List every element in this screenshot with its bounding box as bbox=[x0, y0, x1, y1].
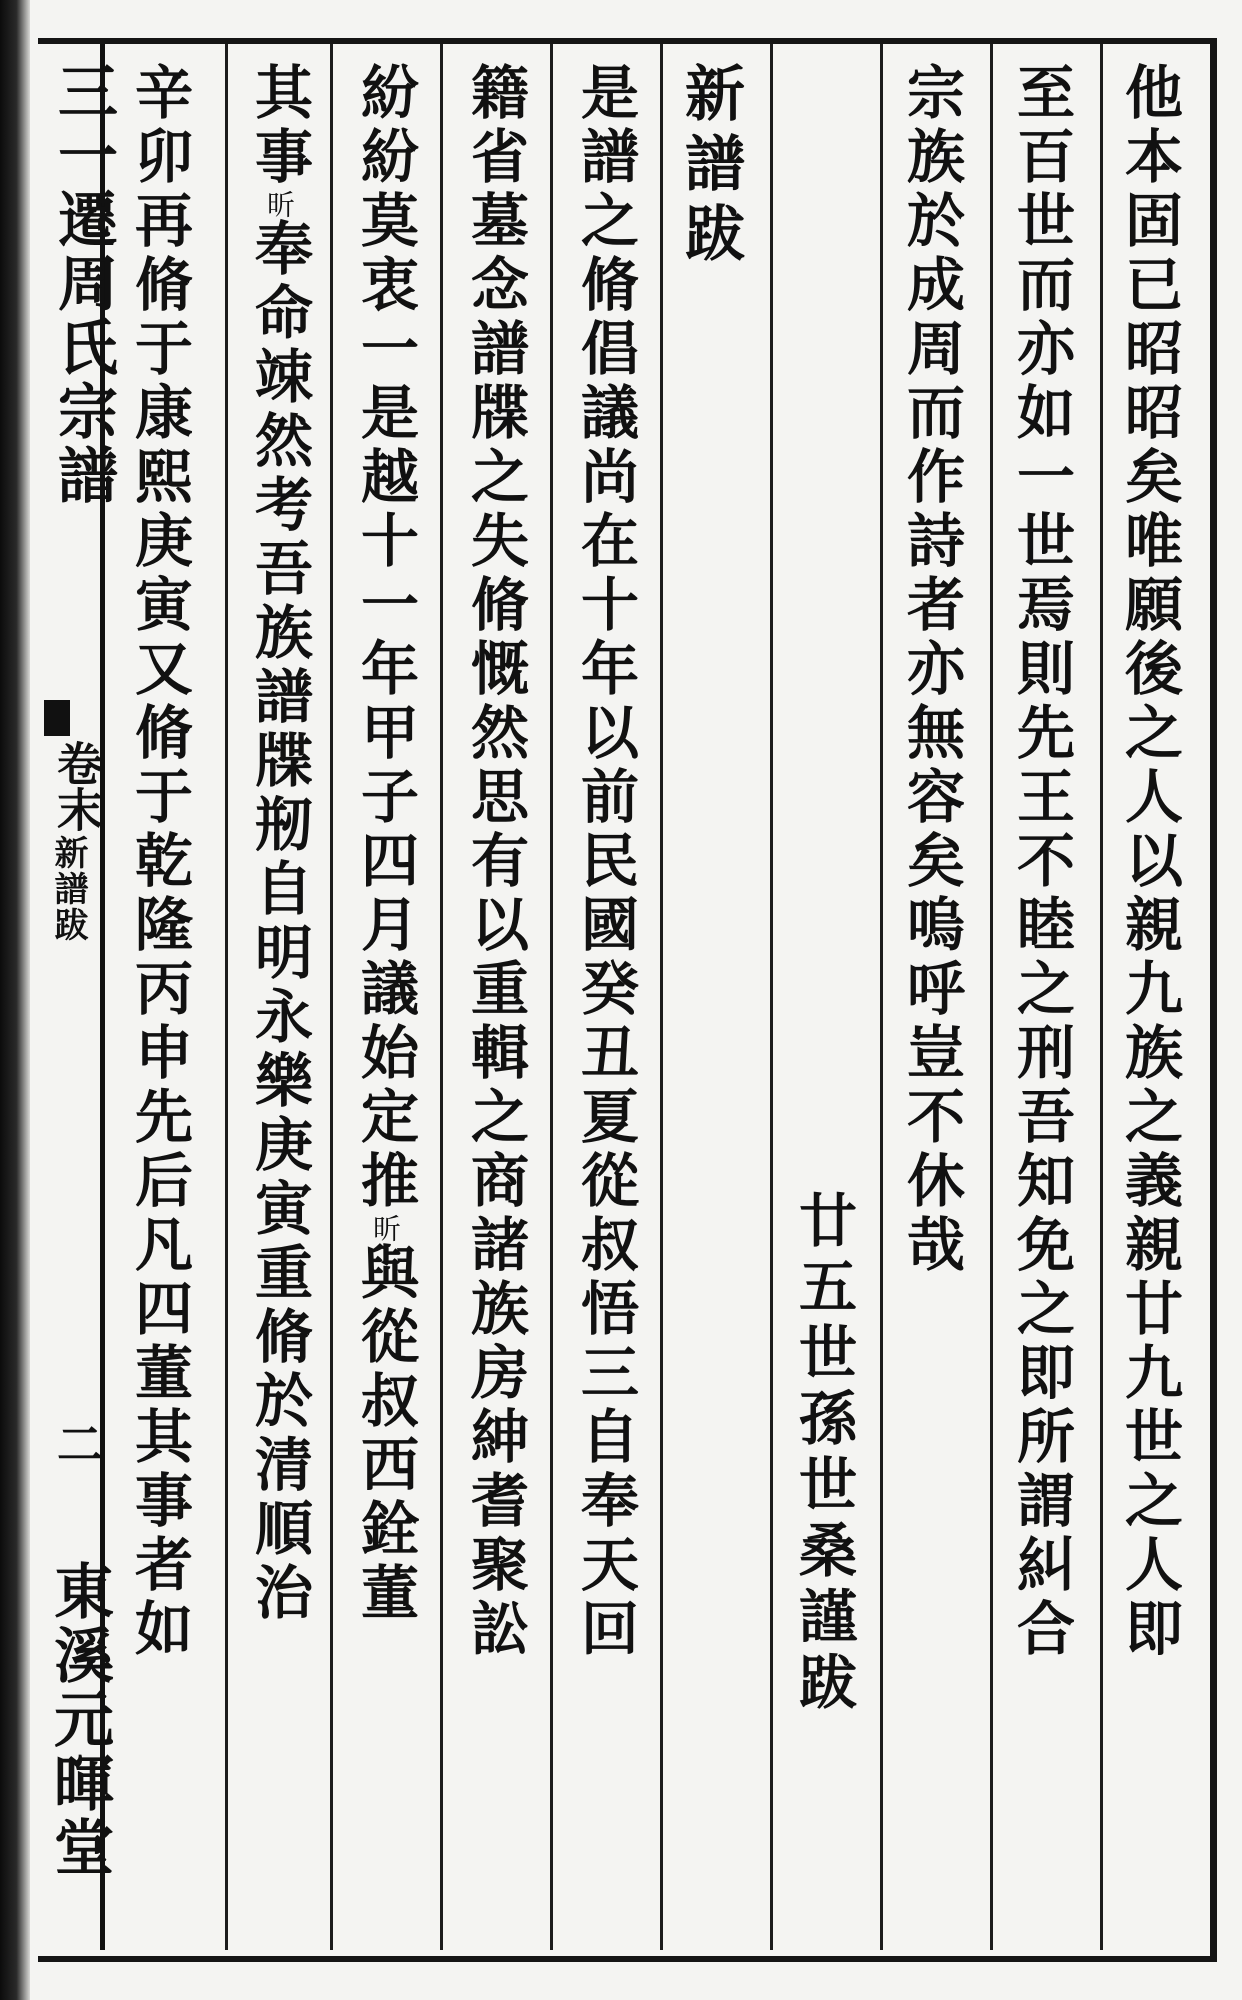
small-note-name: 昕 bbox=[369, 1214, 402, 1242]
text-column-8: 辛卯再脩于康熙庚寅又脩于乾隆丙申先后凡四董其事者如 bbox=[125, 62, 193, 1662]
banxin-page-number: 二 bbox=[50, 1420, 104, 1466]
section-title: 新譜跋 bbox=[675, 62, 745, 272]
column-rule bbox=[550, 44, 553, 1950]
text-column-7 bbox=[245, 62, 313, 1626]
banxin-book-title: 三一遷周氏宗譜 bbox=[48, 60, 118, 508]
text-column-1: 他本固已昭昭矣唯願後之人以親九族之義親廿九世之人即 bbox=[1115, 62, 1183, 1662]
text-column-6 bbox=[351, 62, 419, 1626]
column-rule bbox=[990, 44, 993, 1950]
text-column-6-after: 與從叔西銓董 bbox=[351, 1242, 419, 1626]
text-column-6-before: 紛紛莫衷一是越十一年甲子四月議始定推 bbox=[351, 62, 419, 1214]
column-rule bbox=[440, 44, 443, 1950]
text-column-3: 宗族於成周而作詩者亦無容矣嗚呼豈不休哉 bbox=[897, 62, 965, 1278]
column-rule bbox=[880, 44, 883, 1950]
column-rule bbox=[330, 44, 333, 1950]
small-note-name: 昕 bbox=[263, 190, 296, 218]
text-column-5: 籍省墓念譜牒之失脩慨然思有以重輯之商諸族房紳耆聚訟 bbox=[461, 62, 529, 1662]
column-rule bbox=[770, 44, 773, 1950]
signature-column: 廿五世孫世桑謹跋 bbox=[789, 1190, 857, 1718]
banxin-hall-name: 東溪元暉堂 bbox=[44, 1560, 114, 1880]
text-column-7-before: 其事 bbox=[245, 62, 313, 190]
column-rule bbox=[1100, 44, 1103, 1950]
banxin-volume: 卷末 bbox=[50, 740, 104, 832]
fishtail-mark bbox=[44, 700, 70, 736]
text-column-4: 是譜之脩倡議尚在十年以前民國癸丑夏從叔悟三自奉天回 bbox=[571, 62, 639, 1662]
banxin-section: 新譜跋 bbox=[48, 835, 88, 943]
column-rule bbox=[225, 44, 228, 1950]
text-column-2: 至百世而亦如一世焉則先王不睦之刑吾知免之即所謂糾合 bbox=[1007, 62, 1075, 1662]
text-column-7-after: 奉命竦然考吾族譜牒剏自明永樂庚寅重脩於清順治 bbox=[245, 218, 313, 1626]
column-rule bbox=[660, 44, 663, 1950]
binding-edge bbox=[0, 0, 30, 2000]
